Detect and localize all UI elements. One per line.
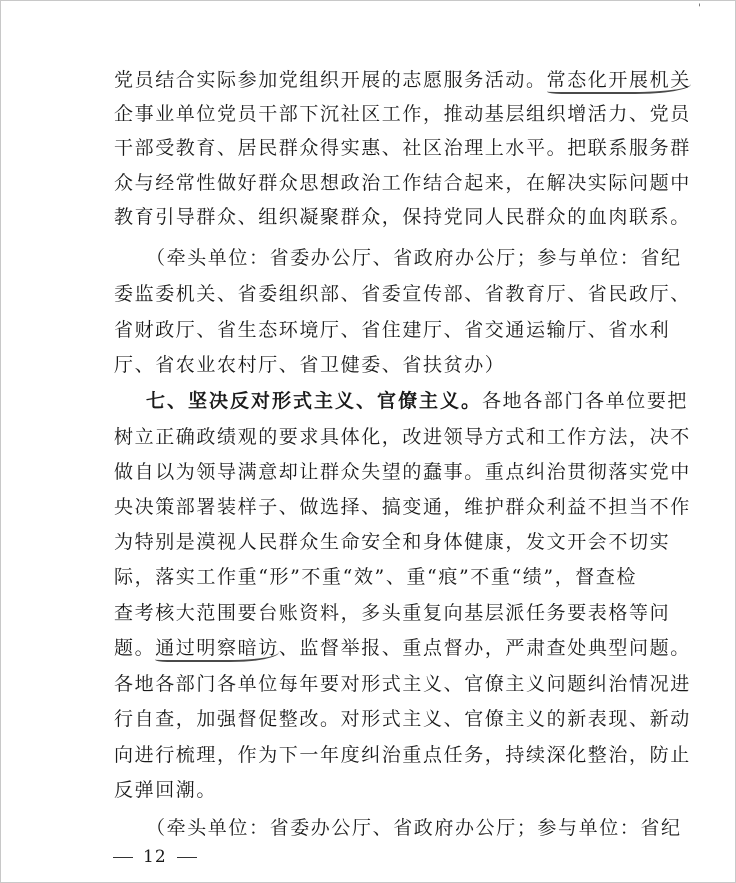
text-line: 干部受教育、居民群众得实惠、社区治理上水平。把联系服务群 xyxy=(114,137,691,159)
text-line: 行自查，加强督促整改。对形式主义、官僚主义的新表现、新动 xyxy=(114,708,691,730)
underlined-text: 常态化开展机关 xyxy=(547,69,691,94)
text-line xyxy=(146,389,688,413)
text-line: 向进行梳理，作为下一年度纠治重点任务，持续深化整治，防止 xyxy=(114,744,691,766)
text-line xyxy=(114,636,691,660)
text-line: 树立正确政绩观的要求具体化，改进领导方式和工作方法，决不 xyxy=(114,426,691,448)
underlined-text: 通过明察暗访 xyxy=(155,637,279,662)
text-segment: 各地各部门各单位要把 xyxy=(482,390,689,412)
text-line: 厅、省农业农村厅、省卫健委、省扶贫办） xyxy=(114,354,506,376)
dash-divider xyxy=(113,857,133,858)
text-line: 查考核大范围要台账资料，多头重复向基层派任务要表格等问 xyxy=(114,602,671,624)
text-line xyxy=(114,68,691,92)
page-number: 12 xyxy=(143,847,167,867)
text-line: 际，落实工作重“形”不重“效”、重“痕”不重“绩”，督查检 xyxy=(114,566,638,588)
text-line: （牵头单位：省委办公厅、省政府办公厅；参与单位：省纪 xyxy=(146,247,682,269)
corner-mark: ' xyxy=(698,3,701,14)
text-segment: 题。 xyxy=(114,637,156,659)
text-line: 众与经常性做好群众思想政治工作结合起来，在解决实际问题中 xyxy=(114,172,691,194)
text-line: 反弹回潮。 xyxy=(114,779,218,801)
text-segment: 党员结合实际参加党组织开展的志愿服务活动。 xyxy=(114,69,547,91)
page-number-footer xyxy=(113,847,197,867)
text-line: 教育引导群众、组织凝聚群众，保持党同人民群众的血肉联系。 xyxy=(114,206,691,228)
text-line: 委监委机关、省委组织部、省委宣传部、省教育厅、省民政厅、 xyxy=(114,283,691,305)
text-line: 央决策部署装样子、做选择、搞变通，维护群众利益不担当不作 xyxy=(114,496,691,518)
dash-divider xyxy=(177,857,197,858)
text-segment: 、监督举报、重点督办，严肃查处典型问题。 xyxy=(278,637,691,659)
text-line: 为特别是漠视人民群众生命安全和身体健康，发文开会不切实 xyxy=(114,531,671,553)
text-line: 企事业单位党员干部下沉社区工作，推动基层组织增活力、党员 xyxy=(114,103,691,125)
text-line: （牵头单位：省委办公厅、省政府办公厅；参与单位：省纪 xyxy=(146,817,682,839)
text-line: 各地各部门各单位每年要对形式主义、官僚主义问题纠治情况进 xyxy=(114,673,691,695)
section-heading: 七、坚决反对形式主义、官僚主义。 xyxy=(146,390,483,412)
text-line: 省财政厅、省生态环境厅、省住建厅、省交通运输厅、省水利 xyxy=(114,319,671,341)
text-line: 做自以为领导满意却让群众失望的蠢事。重点纠治贯彻落实党中 xyxy=(114,461,691,483)
